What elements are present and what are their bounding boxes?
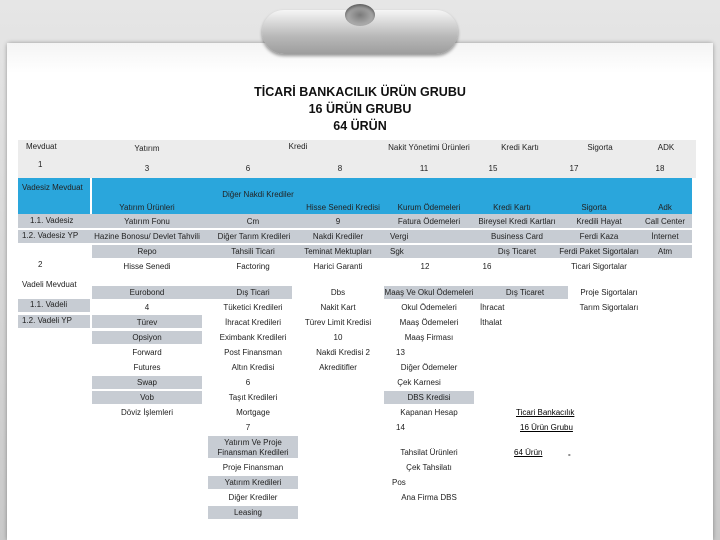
header-kart: Kredi Kartı [501, 143, 539, 152]
proje-sigortalari: Proje Sigortaları [580, 288, 638, 297]
hisse-senedi: Hisse Senedi [123, 262, 171, 271]
sigorta-cell: Sigorta [581, 203, 607, 212]
dis-ticari: Dış Ticari [236, 288, 270, 297]
kredi-karti: Kredi Kartı [493, 203, 531, 212]
adk-cell: Adk [658, 203, 672, 212]
hazine-bonosu: Hazine Bonosu/ Devlet Tahvili [94, 232, 200, 241]
header-nakit: Nakit Yönetimi Ürünleri [388, 143, 470, 152]
doviz-islemleri: Döviz İşlemleri [120, 408, 173, 417]
tasit-kredileri: Taşıt Kredileri [228, 393, 278, 402]
header-sigorta: Sigorta [587, 143, 613, 152]
count-10: 10 [333, 333, 343, 342]
nakdi-krediler: Nakdi Krediler [312, 232, 364, 241]
title-line3: 64 ÜRÜN [333, 119, 387, 133]
kredili-hayat: Kredili Hayat [576, 217, 622, 226]
akreditifler: Akreditifler [319, 363, 357, 372]
atm: Atm [657, 247, 673, 256]
cek-tahsilati: Çek Tahsilatı [406, 463, 452, 472]
legend-dash: - [568, 450, 571, 459]
legend-16-urun-grubu: 16 Ürün Grubu [520, 423, 573, 432]
count-9: 9 [335, 217, 341, 226]
business-card: Business Card [490, 232, 544, 241]
ana-firma-dbs: Ana Firma DBS [401, 493, 457, 502]
vadeli-2: 1.2. Vadeli YP [22, 316, 72, 325]
ferdi-paket: Ferdi Paket Sigortaları [559, 247, 639, 256]
count-2: 2 [38, 260, 43, 269]
forward: Forward [132, 348, 162, 357]
count-14: 14 [396, 423, 405, 432]
tarim-sigortalari: Tarım Sigortaları [579, 303, 639, 312]
hisse-senedi-kredisi: Hisse Senedi Kredisi [306, 203, 380, 212]
count-8: 8 [337, 164, 343, 173]
ihracat-kredileri: İhracat Kredileri [224, 318, 282, 327]
count-13: 13 [396, 348, 405, 357]
internet: İnternet [651, 232, 679, 241]
vadeli-mevduat: Vadeli Mevduat [22, 280, 77, 289]
kapanan-hesap: Kapanan Hesap [400, 408, 458, 417]
count-7: 7 [245, 423, 251, 432]
swap: Swap [136, 378, 157, 387]
kurum-odemeleri: Kurum Ödemeleri [397, 203, 461, 212]
count-3: 3 [144, 164, 150, 173]
repo: Repo [137, 247, 157, 256]
cek-karnesi: Çek Karnesi [397, 378, 441, 387]
count-17: 17 [569, 164, 579, 173]
header-adk: ADK [657, 143, 675, 152]
teminat-mektuplari: Teminat Mektupları [304, 247, 372, 256]
vob: Vob [140, 393, 154, 402]
header-kredi: Kredi [288, 142, 308, 151]
count-4: 4 [144, 303, 150, 312]
mortgage: Mortgage [236, 408, 270, 417]
ihracat: İhracat [480, 303, 505, 312]
proje-finansman: Proje Finansman [222, 463, 284, 472]
count-16: 16 [482, 262, 492, 271]
nakdi-kredisi-2: Nakdi Kredisi 2 [316, 348, 370, 357]
post-finansman: Post Finansman [224, 348, 282, 357]
cm: Cm [246, 217, 260, 226]
yatirim-urunleri: Yatırım Ürünleri [119, 203, 175, 212]
factoring: Factoring [236, 262, 270, 271]
header-yatirim: Yatırım [134, 144, 160, 153]
opsiyon: Opsiyon [132, 333, 162, 342]
title-line2: 16 ÜRÜN GRUBU [308, 102, 412, 116]
header-mevduat: Mevduat [26, 142, 57, 151]
dis-ticaret: Dış Ticaret [497, 247, 537, 256]
vadesiz-mevduat: Vadesiz Mevduat [22, 183, 83, 192]
sgk: Sgk [390, 247, 404, 256]
legend-64-urun: 64 Ürün [514, 448, 543, 457]
binder-clip-icon [262, 4, 458, 54]
yatirim-kredileri: Yatırım Kredileri [224, 478, 282, 487]
ferdi-kaza: Ferdi Kaza [579, 232, 619, 241]
altin-kredisi: Altın Kredisi [231, 363, 275, 372]
maas-odemeleri: Maaş Ödemeleri [399, 318, 459, 327]
okul-odemeleri: Okul Ödemeleri [401, 303, 457, 312]
tuketici-kredileri: Tüketici Kredileri [223, 303, 283, 312]
count-11: 11 [419, 164, 429, 173]
count-6b: 6 [245, 378, 251, 387]
count-15: 15 [488, 164, 498, 173]
count-6: 6 [245, 164, 251, 173]
diger-nakdi-krediler: Diğer Nakdi Krediler [222, 190, 294, 199]
legend-ticari: Ticari Bankacılık [516, 408, 575, 417]
diger-tarim-kredileri: Diğer Tarım Kredileri [217, 232, 291, 241]
ticari-sigortalar: Ticari Sigortalar [571, 262, 627, 271]
maas-firmasi: Maaş Firması [404, 333, 454, 342]
ithalat: İthalat [480, 318, 502, 327]
count-18: 18 [655, 164, 665, 173]
eximbank-kredileri: Eximbank Kredileri [219, 333, 287, 342]
dbs-kredisi: DBS Kredisi [407, 393, 451, 402]
pos: Pos [392, 478, 406, 487]
title-line1: TİCARİ BANKACILIK ÜRÜN GRUBU [254, 85, 466, 99]
eurobond: Eurobond [129, 288, 165, 297]
harici-garanti: Harici Garanti [313, 262, 363, 271]
call-center: Call Center [644, 217, 685, 226]
dis-ticaret-2: Dış Ticaret [505, 288, 545, 297]
fatura-odemeleri: Fatura Ödemeleri [397, 217, 461, 226]
tahsili-ticari: Tahsili Ticari [231, 247, 275, 256]
bireysel-kredi-kartlari: Bireysel Kredi Kartları [478, 217, 556, 226]
turev: Türev [136, 318, 158, 327]
vergi: Vergi [390, 232, 409, 241]
vadeli-1: 1.1. Vadeli [30, 300, 68, 309]
vadesiz-1: 1.1. Vadesiz [30, 216, 74, 225]
count-12: 12 [420, 262, 430, 271]
diger-odemeler: Diğer Ödemeler [400, 363, 458, 372]
futures: Futures [133, 363, 161, 372]
nakit-kart: Nakit Kart [320, 303, 356, 312]
dbs: Dbs [330, 288, 346, 297]
diger-krediler: Diğer Krediler [228, 493, 278, 502]
turev-limit-kredisi: Türev Limit Kredisi [304, 318, 372, 327]
vadesiz-2: 1.2. Vadesiz YP [22, 231, 79, 240]
maas-ve-okul: Maaş Ve Okul Ödemeleri [384, 288, 474, 297]
proje-finansman-kredileri: Yatırım Ve Proje Finansman Kredileri [217, 438, 289, 457]
leasing: Leasing [233, 508, 263, 517]
yatirim-fonu: Yatırım Fonu [124, 217, 170, 226]
tahsilat-urunleri: Tahsilat Ürünleri [400, 448, 458, 457]
count-1: 1 [38, 160, 43, 169]
